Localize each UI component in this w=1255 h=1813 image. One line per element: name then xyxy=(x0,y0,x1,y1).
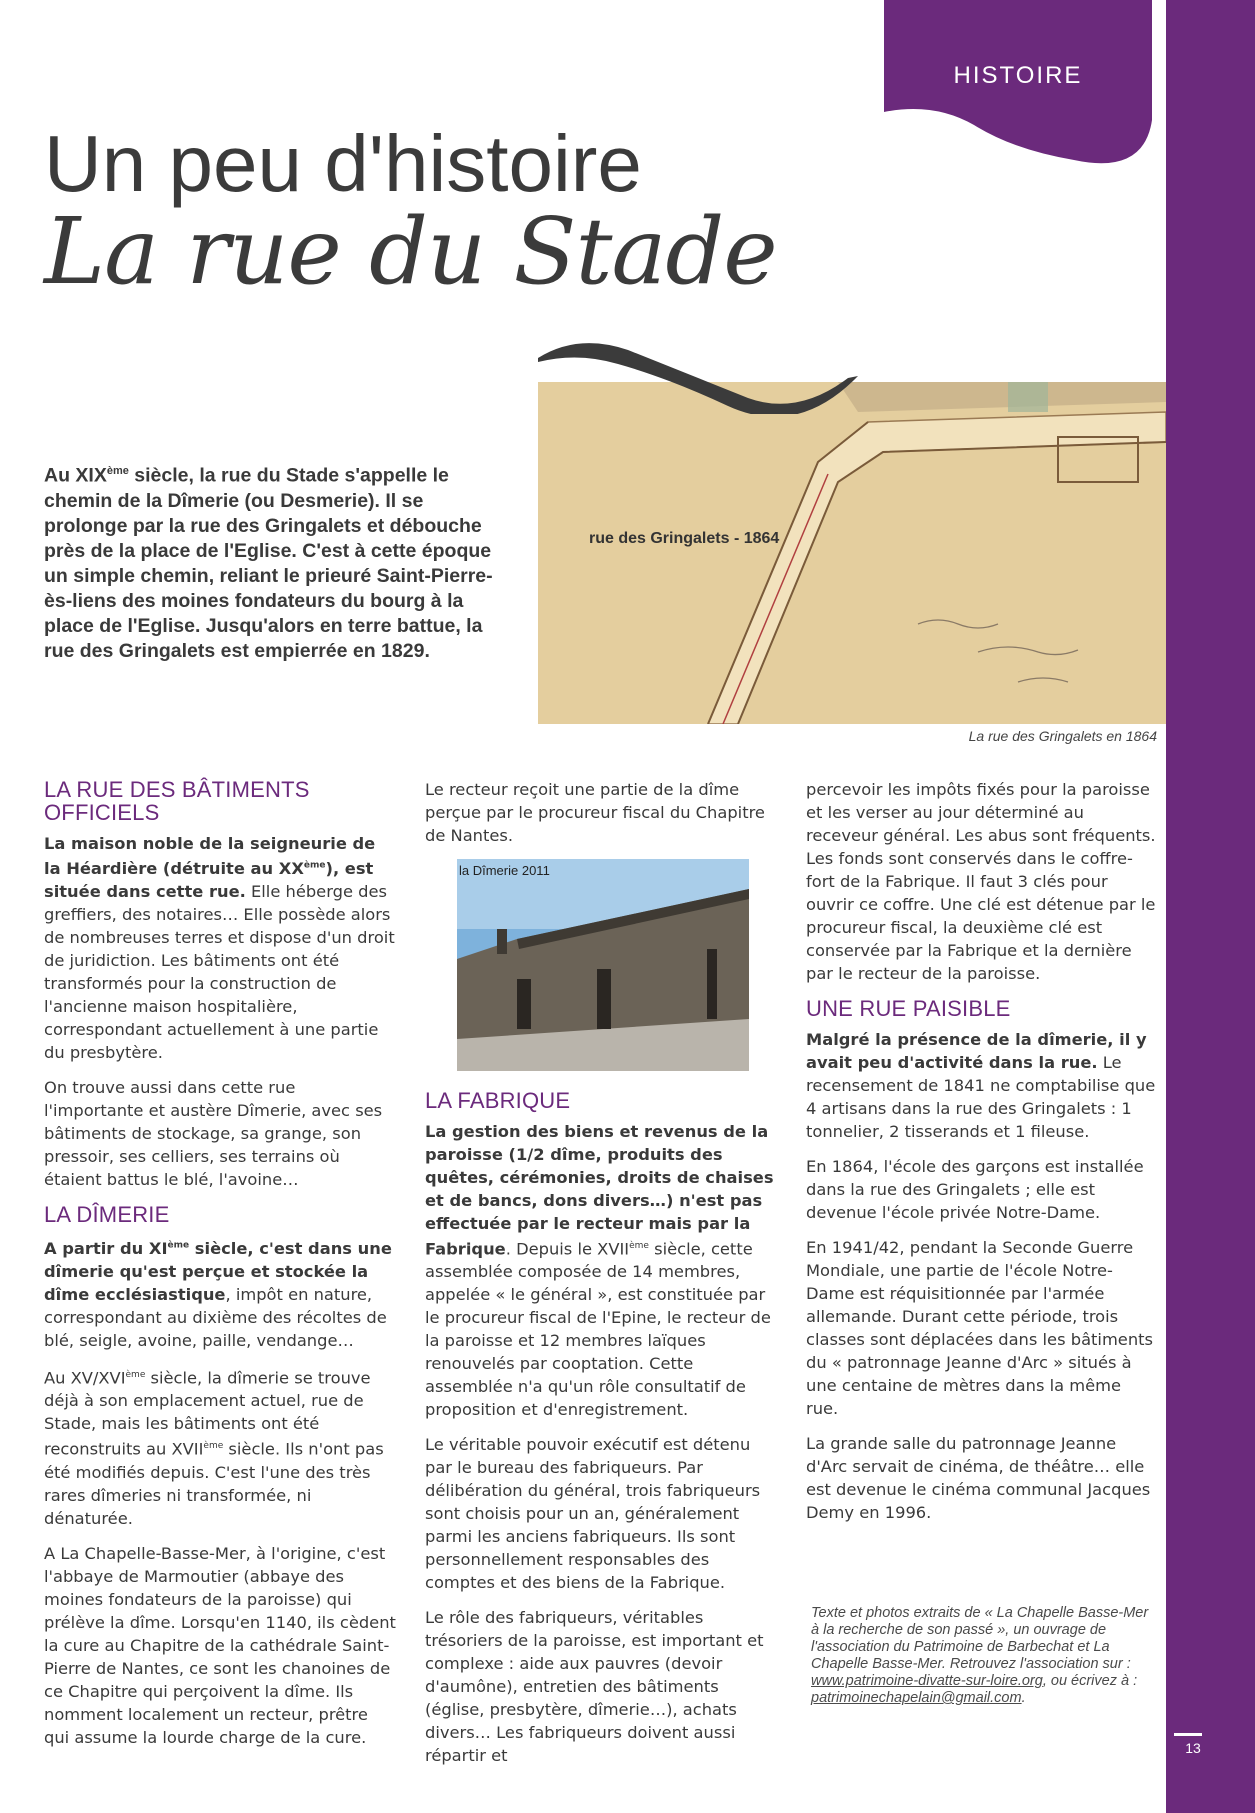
page-number-rule xyxy=(1174,1733,1202,1736)
purple-sidebar xyxy=(1166,0,1255,1813)
column-3 xyxy=(806,778,1158,1536)
dimerie-photo xyxy=(457,859,749,1071)
page-subtitle: La rue du Stade xyxy=(44,198,777,305)
paragraph: La gestion des biens et revenus de la paroisse (1/2 dîme, produits des quêtes, cérémonies, droits de chaises et de bancs, dons divers…) n'est pas effectuée par le recteur mais par la Fabrique. Depuis le XVIIème siècle, cette assemblée composée de 14 membres, appelée « le général », est constituée par le procureur fiscal de l'Epine, le recteur de la paroisse et 12 membres laïques renouvelés par cooptation. Cette assemblée n'a qu'un rôle consultatif de proposition et d'enregistrement. xyxy=(425,1122,774,1420)
paragraph: En 1864, l'école des garçons est installée dans la rue des Gringalets ; elle est devenue l'école privée Notre-Dame. xyxy=(806,1157,1144,1222)
section-tab-label: HISTOIRE xyxy=(953,62,1083,89)
paragraph: percevoir les impôts fixés pour la paroisse et les verser au jour déterminé au receveur général. Les abus sont fréquents. Les fonds sont conservés dans le coffre-fort de la Fabrique. Il faut 3 clés pour ouvrir ce coffre. Une clé est détenue par le procureur fiscal, la deuxième clé est conservée par la Fabrique et la dernière par le recteur de la paroisse. xyxy=(806,780,1156,983)
email-link[interactable]: patrimoinechapelain@gmail.com xyxy=(811,1690,1022,1706)
heading-fabrique: LA FABRIQUE xyxy=(425,1088,571,1113)
paragraph: Le recteur reçoit une partie de la dîme perçue par le procureur fiscal du Chapitre de Nantes. xyxy=(425,780,765,845)
decorative-swoosh xyxy=(538,338,858,414)
paragraph: Malgré la présence de la dîmerie, il y avait peu d'activité dans la rue. Le recensement de 1841 ne comptabilise que 4 artisans dans la rue des Gringalets : 1 tonnelier, 2 tisserands et 1 fileuse. xyxy=(806,1030,1156,1141)
photo-label: la Dîmerie 2011 xyxy=(459,863,550,878)
paragraph: En 1941/42, pendant la Seconde Guerre Mondiale, une partie de l'école Notre-Dame est réquisitionnée par l'armée allemande. Durant cette période, trois classes sont déplacées dans les bâtiments du « patronnage Jeanne d'Arc » situés à une centaine de mètres dans la même rue. xyxy=(806,1238,1154,1418)
map-label: rue des Gringalets - 1864 xyxy=(589,530,780,547)
dimerie-photo-illustration xyxy=(457,859,749,1071)
heading-batiments-officiels: LA RUE DES BÂTIMENTS OFFICIELS xyxy=(44,777,310,825)
heading-rue-paisible: UNE RUE PAISIBLE xyxy=(806,996,1011,1021)
historic-map-image xyxy=(538,382,1166,724)
paragraph: Au XV/XVIème siècle, la dîmerie se trouve déjà à son emplacement actuel, rue de Stade, mais les bâtiments ont été reconstruits au XVIIème siècle. Ils n'ont pas été modifiés depuis. C'est l'une des très rares dîmeries ni transformée, ni dénaturée. xyxy=(44,1368,384,1528)
column-2 xyxy=(425,778,777,1779)
map-caption: La rue des Gringalets en 1864 xyxy=(968,728,1157,744)
paragraph: A La Chapelle-Basse-Mer, à l'origine, c'est l'abbaye de Marmoutier (abbaye des moines fondateurs de la paroisse) qui prélève la dîme. Lorsqu'en 1140, ils cèdent la cure au Chapitre de la cathédrale Saint-Pierre de Nantes, ce sont les chanoines de ce Chapitre qui perçoivent la dîme. Ils nomment localement un recteur, prêtre qui assume la lourde charge de la cure. xyxy=(44,1543,396,1747)
intro-paragraph: Au XIXème siècle, la rue du Stade s'appelle le chemin de la Dîmerie (ou Desmerie). Il se prolonge par la rue des Gringalets et débouche près de la place de l'Eglise. C'est à cette époque un simple chemin, reliant le prieuré Saint-Pierre-ès-liens des moines fondateurs du bourg à la place de l'Eglise. Jusqu'alors en terre battue, la rue des Gringalets est empierrée en 1829. xyxy=(44,464,493,662)
paragraph: La maison noble de la seigneurie de la Héardière (détruite au XXème), est située dans cette rue. Elle héberge des greffiers, des notaires… Elle possède alors de nombreuses terres et dispose d'un droit de juridiction. Les bâtiments ont été transformés pour la construction de l'ancienne maison hospitalière, correspondant actuellement à une partie du presbytère. xyxy=(44,834,395,1063)
credits-note: Texte et photos extraits de « La Chapelle Basse-Mer à la recherche de son passé », un ouvrage de l'association du Patrimoine de Barbechat et La Chapelle Basse-Mer. Retrouvez l'association sur : www.patrimoine-divatte-sur-loire.org, ou écrivez à : patrimoinechapelain@gmail.com. xyxy=(811,1605,1149,1706)
page-title: Un peu d'histoire xyxy=(44,119,642,208)
paragraph: A partir du XIème siècle, c'est dans une dîmerie qu'est perçue et stockée la dîme ecclésiastique, impôt en nature, correspondant au dixième des récoltes de blé, seigle, avoine, paille, vendange… xyxy=(44,1238,392,1350)
page-number: 13 xyxy=(1185,1740,1201,1756)
paragraph: On trouve aussi dans cette rue l'importante et austère Dîmerie, avec ses bâtiments de stockage, sa grange, son pressoir, ses celliers, ses terrains où étaient battus le blé, l'avoine… xyxy=(44,1078,383,1190)
paragraph: Le rôle des fabriqueurs, véritables trésoriers de la paroisse, est important et complexe : aide aux pauvres (devoir d'aumône), entretien des bâtiments (église, presbytère, dîmerie…), achats divers… Les fabriqueurs doivent aussi répartir et xyxy=(425,1608,764,1766)
paragraph: Le véritable pouvoir exécutif est détenu par le bureau des fabriqueurs. Par délibération du général, trois fabriqueurs sont choisis pour un an, généralement parmi les anciens fabriqueurs. Ils sont personnellement responsables des comptes et des biens de la Fabrique. xyxy=(425,1435,761,1593)
heading-dimerie: LA DÎMERIE xyxy=(44,1202,170,1228)
column-1 xyxy=(44,778,396,1761)
map-illustration xyxy=(538,382,1166,724)
paragraph: La grande salle du patronnage Jeanne d'Arc servait de cinéma, de théâtre… elle est devenue le cinéma communal Jacques Demy en 1996. xyxy=(806,1434,1151,1522)
website-link[interactable]: www.patrimoine-divatte-sur-loire.org xyxy=(811,1673,1043,1689)
